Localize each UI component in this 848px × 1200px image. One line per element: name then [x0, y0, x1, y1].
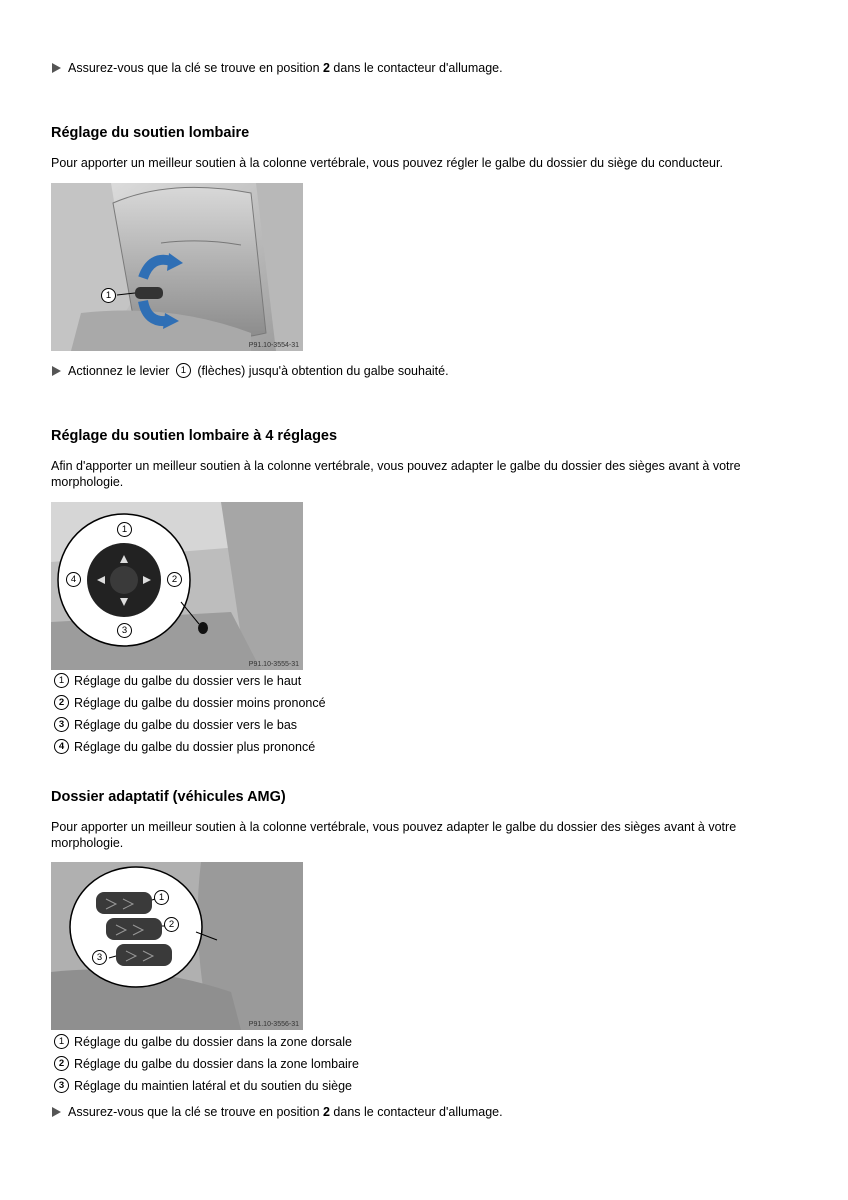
- figure-lumbar-lever: [51, 183, 303, 351]
- item-text: Réglage du galbe du dossier vers le bas: [74, 717, 298, 732]
- item-text: Réglage du galbe du dossier dans la zone lombaire: [74, 1056, 359, 1071]
- item-text: Réglage du galbe du dossier plus prononcé: [74, 739, 316, 754]
- section-title-4way-lumbar: Réglage du soutien lombaire à 4 réglages: [51, 428, 338, 444]
- section-title-lumbar: Réglage du soutien lombaire: [51, 125, 250, 141]
- bullet-arrow-icon: [52, 366, 61, 376]
- step-actuate-lever: [52, 363, 449, 378]
- figure-code: P91.10-3555-31: [248, 661, 299, 668]
- item-number: 1: [54, 1034, 69, 1049]
- figure-code: P91.10-3554-31: [248, 342, 299, 349]
- list-item: [54, 1056, 359, 1071]
- inline-callout: 1: [176, 363, 191, 378]
- callout-3: 3: [117, 623, 132, 638]
- step-text-pre: Assurez-vous que la clé se trouve en position: [68, 61, 323, 75]
- item-number: 1: [54, 673, 69, 688]
- figure-4way-switch: [51, 502, 303, 670]
- step-text-bold: 2: [323, 1105, 330, 1119]
- section-text-adaptive-backrest: Pour apporter un meilleur soutien à la colonne vertébrale, vous pouvez adapter le galbe du dossier des sièges avant à votre morphologie.: [51, 820, 737, 850]
- callout-4: 4: [66, 572, 81, 587]
- seat-lever-illustration: [51, 183, 303, 351]
- amg-switch-illustration: [51, 862, 303, 1030]
- item-number: 2: [54, 1056, 69, 1071]
- step-key-position-top: [52, 61, 503, 75]
- item-text: Réglage du galbe du dossier vers le haut: [74, 673, 302, 688]
- list-item: [54, 1034, 352, 1049]
- step-text-post: dans le contacteur d'allumage.: [329, 61, 503, 75]
- callout-3: 3: [92, 950, 107, 965]
- bullet-arrow-icon: [52, 1107, 61, 1117]
- callout-2: 2: [167, 572, 182, 587]
- item-text: Réglage du galbe du dossier dans la zone dorsale: [74, 1034, 352, 1049]
- item-number: 3: [54, 1078, 69, 1093]
- callout-1: 1: [117, 522, 132, 537]
- step-text-post: dans le contacteur d'allumage.: [329, 1105, 503, 1119]
- list-item: [54, 739, 315, 754]
- step-text-bold: 2: [323, 61, 330, 75]
- section-title-adaptive-backrest: Dossier adaptatif (véhicules AMG): [51, 789, 286, 805]
- list-item: [54, 695, 326, 710]
- item-text: Réglage du maintien latéral et du soutien du siège: [74, 1078, 352, 1093]
- list-item: [54, 1078, 352, 1093]
- item-number: 2: [54, 695, 69, 710]
- figure-amg-switches: [51, 862, 303, 1030]
- list-item: [54, 717, 297, 732]
- step-text-post: (flèches) jusqu'à obtention du galbe souhaité.: [193, 363, 449, 378]
- section-text-4way-lumbar: Afin d'apporter un meilleur soutien à la colonne vertébrale, vous pouvez adapter le galbe du dossier des sièges avant à votre morphologie.: [51, 459, 741, 489]
- bullet-arrow-icon: [52, 63, 61, 73]
- step-text-pre: Assurez-vous que la clé se trouve en position: [68, 1105, 323, 1119]
- item-number: 4: [54, 739, 69, 754]
- callout-2: 2: [164, 917, 179, 932]
- item-text: Réglage du galbe du dossier moins prononcé: [74, 695, 326, 710]
- list-item: [54, 673, 301, 688]
- callout-1: 1: [154, 890, 169, 905]
- item-number: 3: [54, 717, 69, 732]
- figure-code: P91.10-3556-31: [248, 1021, 299, 1028]
- step-text-pre: Actionnez le levier: [68, 363, 173, 378]
- section-text-lumbar: Pour apporter un meilleur soutien à la colonne vertébrale, vous pouvez régler le galbe du dossier du siège du conducteur.: [51, 156, 723, 170]
- callout-1: 1: [101, 288, 116, 303]
- step-key-position-bottom: [52, 1105, 503, 1119]
